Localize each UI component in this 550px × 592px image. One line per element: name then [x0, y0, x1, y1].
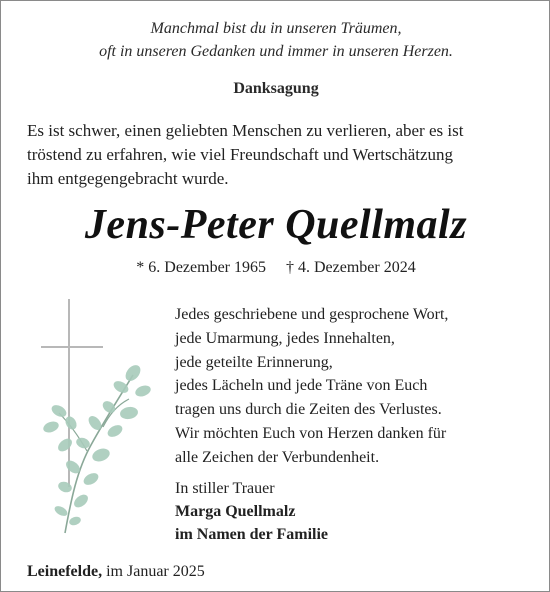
heading-danksagung: Danksagung — [233, 80, 319, 97]
verse-line: Manchmal bist du in unseren Träumen, — [150, 20, 402, 37]
eucalyptus-branch-icon — [42, 362, 152, 533]
verse-line: oft in unseren Gedanken und immer in unseren Herzen. — [99, 43, 453, 60]
deceased-name: Jens-Peter Quellmalz — [84, 202, 468, 248]
date: im Januar 2025 — [106, 563, 205, 580]
intro-line: Es ist schwer, einen geliebten Menschen zu verlieren, aber es ist — [27, 121, 464, 140]
intro-text — [27, 119, 527, 191]
signature-name: Marga Quellmalz — [175, 503, 296, 520]
poem-line: Jedes geschriebene und gesprochene Wort, — [175, 306, 449, 323]
signature-family: im Namen der Familie — [175, 526, 329, 543]
birth-date: * 6. Dezember 1965 — [136, 259, 266, 276]
place: Leinefelde, — [27, 563, 103, 580]
poem-line: tragen uns durch die Zeiten des Verlustes. — [175, 401, 442, 419]
life-dates — [1, 259, 550, 277]
signature-intro: In stiller Trauer — [175, 480, 275, 497]
poem-line: Wir möchten Euch von Herzen danken für — [175, 424, 447, 442]
intro-line: ihm entgegengebracht wurde. — [27, 169, 229, 188]
place-date — [27, 563, 205, 581]
poem-line: jede Umarmung, jedes Innehalten, — [175, 329, 395, 347]
intro-line: tröstend zu erfahren, wie viel Freundschaft und Wertschätzung — [27, 145, 454, 164]
poem-line: jede geteilte Erinnerung, — [175, 353, 333, 371]
memorial-verse — [1, 17, 550, 63]
poem-text — [175, 303, 525, 470]
signature-block — [175, 477, 525, 546]
death-date: † 4. Dezember 2024 — [286, 259, 416, 276]
poem-line: jedes Lächeln und jede Träne von Euch — [175, 377, 428, 395]
cross-and-eucalyptus-icon — [25, 295, 175, 545]
poem-line: alle Zeichen der Verbundenheit. — [175, 448, 380, 466]
